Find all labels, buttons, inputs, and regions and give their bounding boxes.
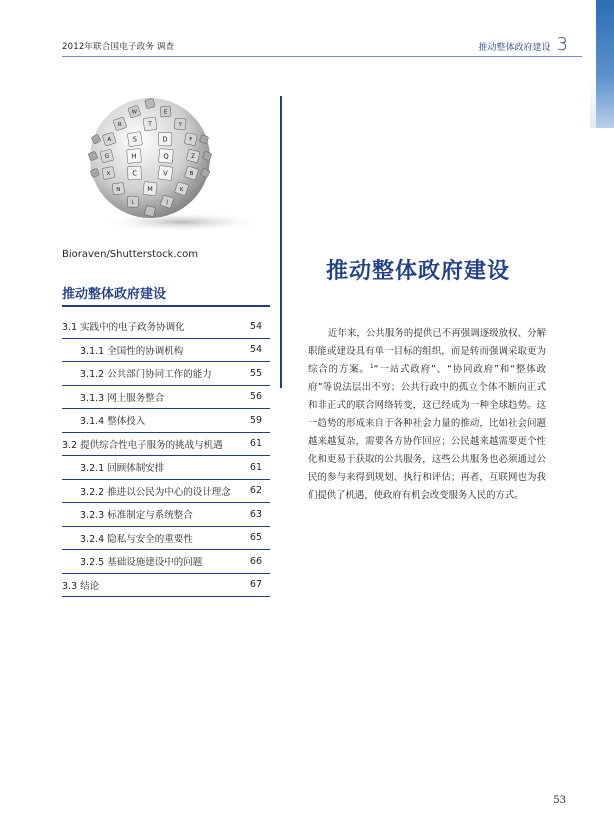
toc-entry-page: 66: [249, 555, 262, 567]
key-letter: F: [189, 137, 193, 144]
key-letter: L: [131, 199, 135, 206]
footnote-marker[interactable]: 1: [369, 362, 374, 370]
key-letter: E: [164, 109, 168, 116]
section-title: 推动整体政府建设: [326, 258, 511, 284]
key-cap: [144, 205, 155, 216]
toc-entry-label: 3.2.5 基础设施建设中的问题: [80, 557, 203, 569]
toc-entry[interactable]: [62, 527, 270, 551]
toc-top-rule: [62, 305, 270, 307]
toc-entry[interactable]: [62, 362, 270, 386]
toc-entry[interactable]: [62, 550, 270, 574]
key-letter: W: [131, 109, 137, 116]
column-divider: [280, 96, 282, 388]
toc-entry[interactable]: [62, 339, 270, 363]
intro-text-part1: 近年来，公共服务的提供已不再强调逐级放权、分解职能或建设具有单一目标的组织，而是转而强调采取更为综合的方案。: [308, 328, 546, 375]
key-letter: G: [104, 154, 110, 160]
key-letter: H: [131, 152, 137, 161]
key-letter: J: [166, 199, 168, 206]
toc-entry-label: 3.2.4 隐私与安全的重要性: [80, 533, 193, 545]
toc-entry[interactable]: [62, 386, 270, 410]
running-header: [479, 34, 568, 55]
toc-entry-page: 67: [249, 579, 262, 591]
header-divider: [62, 56, 582, 57]
sphere-shadow: [98, 212, 266, 232]
toc-entry[interactable]: [62, 503, 270, 527]
toc-entry[interactable]: [62, 574, 270, 598]
chapter-edge-bar: [596, 0, 614, 128]
toc-entry-page: 55: [249, 367, 262, 379]
toc-entry[interactable]: [62, 409, 270, 433]
key-letter: T: [148, 121, 152, 129]
key-letter: M: [147, 185, 153, 193]
key-letter: Q: [163, 152, 169, 161]
key-letter: Z: [191, 154, 196, 160]
toc-entry-label: 3.3 结论: [62, 580, 100, 592]
toc-entry-page: 62: [249, 485, 262, 497]
toc-entry-page: 56: [249, 391, 262, 403]
toc-entry-page: 65: [249, 532, 262, 544]
table-of-contents: [62, 315, 270, 597]
chapter-number: 3: [556, 34, 568, 55]
toc-title: 推动整体政府建设: [62, 287, 167, 302]
toc-entry-page: 59: [249, 414, 262, 426]
toc-entry-label: 3.1.1 全国性的协调机构: [80, 345, 184, 357]
keyboard-sphere-image: [62, 96, 270, 234]
toc-entry[interactable]: [62, 315, 270, 339]
toc-entry[interactable]: [62, 456, 270, 480]
chapter-title: 推动整体政府建设: [478, 43, 551, 53]
key-letter: A: [107, 137, 112, 144]
key-letter: B: [189, 171, 194, 177]
toc-entry-page: 54: [249, 320, 262, 332]
toc-entry-label: 3.2.1 回顾体制安排: [80, 463, 165, 475]
keyboard-sphere-illustration: [62, 96, 270, 234]
toc-entry-label: 3.2.2 推进以公民为中心的设计理念: [80, 486, 231, 498]
toc-entry-page: 61: [249, 461, 262, 473]
toc-entry-page: 54: [249, 344, 262, 356]
key-letter: C: [132, 169, 137, 178]
toc-entry-page: 61: [249, 438, 262, 450]
key-cap: [145, 98, 156, 109]
toc-entry-label: 3.1.3 网上服务整合: [80, 392, 165, 404]
key-letter: R: [117, 121, 122, 128]
key-letter: S: [132, 135, 137, 144]
intro-text-part2: “一站式政府”、“协同政府”和“整体政府”等说法层出不穷；公共行政中的孤立个体不断向正式和非正式的联合网络转变，这已经成为一种全球趋势。这一趋势的形成来自于各种社会力量的推动，比如社会问题越来越复杂，需要各方协作回应；公民越来越需要更个性化和更易于获取的公共服务，这些公共服务也必须通过公民的参与来得到规划、执行和评估；再者，互联网也为我们提供了机遇，使政府有机会改变服务人民的方式。: [308, 364, 546, 501]
toc-entry-label: 3.2 提供综合性电子服务的挑战与机遇: [62, 439, 223, 451]
key-letter: V: [163, 169, 168, 178]
toc-entry[interactable]: [62, 433, 270, 457]
page-number: 53: [553, 795, 566, 806]
toc-entry[interactable]: [62, 480, 270, 504]
intro-paragraph: [308, 325, 546, 505]
key-letter: D: [162, 135, 168, 144]
toc-entry-label: 3.1.4 整体投入: [80, 416, 146, 428]
key-letter: Y: [178, 121, 182, 128]
toc-entry-label: 3.1 实践中的电子政务协调化: [62, 322, 185, 334]
key-letter: X: [106, 171, 111, 177]
key-letter: N: [116, 186, 121, 193]
toc-entry-label: 3.1.2 公共部门协同工作的能力: [80, 369, 212, 381]
toc-entry-label: 3.2.3 标准制定与系统整合: [80, 510, 193, 522]
image-credit: Bioraven/Shutterstock.com: [62, 249, 198, 260]
toc-entry-page: 63: [249, 508, 262, 520]
key-letter: K: [179, 186, 184, 193]
publication-title: 2012年联合国电子政务 调查: [62, 42, 175, 52]
